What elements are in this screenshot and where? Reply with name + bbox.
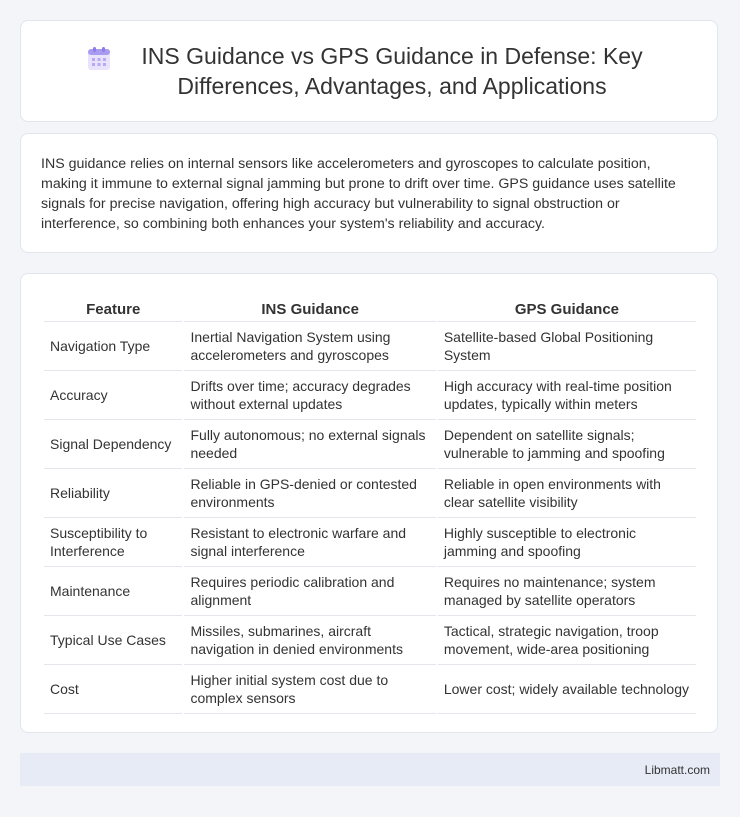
table-row <box>44 469 696 518</box>
table-header-row <box>44 294 696 322</box>
title-card <box>20 20 718 122</box>
table-row <box>44 616 696 665</box>
cell-feature: Cost <box>44 665 182 714</box>
cell-ins: Reliable in GPS-denied or contested environments <box>184 469 435 518</box>
cell-ins: Missiles, submarines, aircraft navigation in denied environments <box>184 616 435 665</box>
header-ins: INS Guidance <box>184 294 435 322</box>
cell-feature: Maintenance <box>44 567 182 616</box>
cell-ins: Requires periodic calibration and alignment <box>184 567 435 616</box>
cell-ins: Inertial Navigation System using accelerometers and gyroscopes <box>184 322 435 371</box>
cell-feature: Accuracy <box>44 371 182 420</box>
footer-site-link[interactable]: Libmatt.com <box>644 762 710 777</box>
calendar-icon <box>86 46 112 72</box>
cell-feature: Susceptibility to Interference <box>44 518 182 567</box>
footer <box>20 753 720 786</box>
cell-gps: Reliable in open environments with clear satellite visibility <box>438 469 696 518</box>
cell-feature: Reliability <box>44 469 182 518</box>
summary-text: INS guidance relies on internal sensors like accelerometers and gyroscopes to calculate position, making it immune to external signal jamming but prone to drift over time. GPS guidance uses satellite signals for precise navigation, offering high accuracy but vulnerability to signal obstruction or interference, so combining both enhances your system's reliability and accuracy. <box>41 156 676 232</box>
table-row <box>44 322 696 371</box>
cell-gps: Lower cost; widely available technology <box>438 665 696 714</box>
cell-gps: High accuracy with real-time position updates, typically within meters <box>438 371 696 420</box>
table-row <box>44 518 696 567</box>
cell-ins: Higher initial system cost due to complex sensors <box>184 665 435 714</box>
header-gps: GPS Guidance <box>438 294 696 322</box>
cell-ins: Resistant to electronic warfare and signal interference <box>184 518 435 567</box>
table-row <box>44 567 696 616</box>
table-row <box>44 420 696 469</box>
cell-gps: Dependent on satellite signals; vulnerable to jamming and spoofing <box>438 420 696 469</box>
cell-gps: Tactical, strategic navigation, troop movement, wide-area positioning <box>438 616 696 665</box>
summary-card <box>20 133 718 253</box>
comparison-table-card <box>20 273 718 733</box>
table-row <box>44 371 696 420</box>
cell-feature: Navigation Type <box>44 322 182 371</box>
table-row <box>44 665 696 714</box>
cell-gps: Satellite-based Global Positioning System <box>438 322 696 371</box>
page-title: INS Guidance vs GPS Guidance in Defense: Key Differences, Advantages, and Applications <box>141 43 643 99</box>
cell-gps: Highly susceptible to electronic jamming and spoofing <box>438 518 696 567</box>
cell-gps: Requires no maintenance; system managed by satellite operators <box>438 567 696 616</box>
cell-feature: Signal Dependency <box>44 420 182 469</box>
cell-ins: Drifts over time; accuracy degrades without external updates <box>184 371 435 420</box>
cell-feature: Typical Use Cases <box>44 616 182 665</box>
header-feature: Feature <box>44 294 182 322</box>
comparison-table <box>42 294 698 714</box>
cell-ins: Fully autonomous; no external signals needed <box>184 420 435 469</box>
